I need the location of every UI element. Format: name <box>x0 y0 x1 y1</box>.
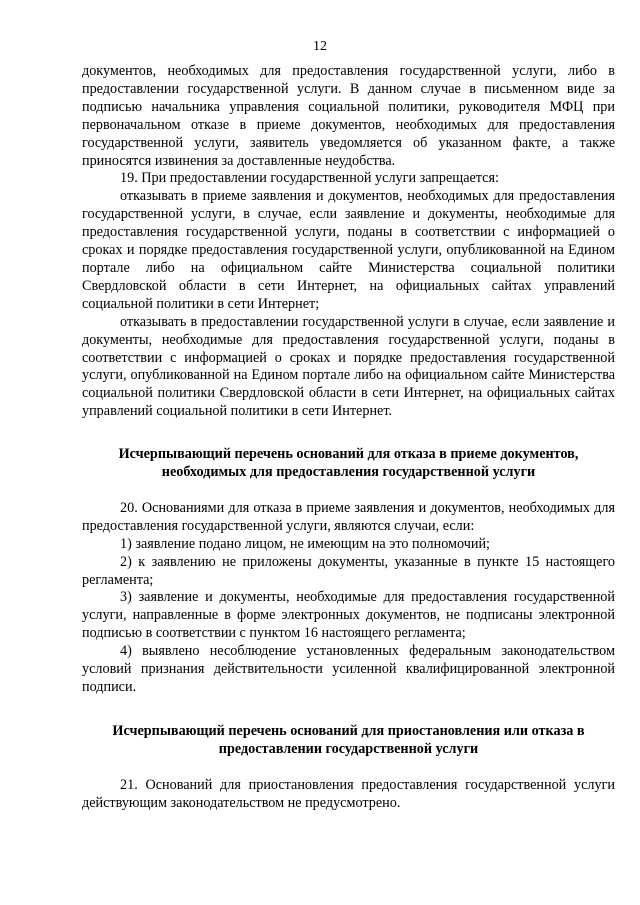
paragraph-20-item-4: 4) выявлено несоблюдение установленных федеральным законодательством условий признания действительности усиленной квалифицированной электронной подписи. <box>82 643 615 695</box>
section-heading-suspension: Исчерпывающий перечень оснований для приостановления или отказа в предоставлении государственной услуги <box>112 722 585 757</box>
section-heading-refusal-documents: Исчерпывающий перечень оснований для отказа в приеме документов, необходимых для предоставления государственной услуги <box>118 446 579 481</box>
paragraph-19: 19. При предоставлении государственной услуги запрещается: <box>120 170 499 187</box>
document-body <box>82 63 615 813</box>
paragraph-19-item-2: отказывать в предоставлении государственной услуги в случае, если заявление и документы, необходимые для предоставления государственной услуги, поданы в соответствии с информацией о сроках и порядке предоставления государственной услуги, опубликованной на Едином портале либо на официальном сайте Министерства социальной политики Свердловской области в сети Интернет, на официальных сайтах управлений социальной политики в сети Интернет. <box>82 313 615 420</box>
paragraph-20-item-1: 1) заявление подано лицом, не имеющим на это полномочий; <box>120 535 490 552</box>
paragraph-21: 21. Оснований для приостановления предоставления государственной услуги действующим законодательством не предусмотрено. <box>82 776 615 811</box>
paragraph-20: 20. Основаниями для отказа в приеме заявления и документов, необходимых для предоставления государственной услуги, являются случаи, если: <box>82 499 615 534</box>
paragraph-20-item-2: 2) к заявлению не приложены документы, указанные в пункте 15 настоящего регламента; <box>82 553 615 588</box>
paragraph-continuation: документов, необходимых для предоставления государственной услуги, либо в предоставлении государственной услуги. В данном случае в письменном виде за подписью начальника управления социальной политики, руководителя МФЦ при первоначальном отказе в приеме документов, необходимых для предоставления государственной услуги, заявитель уведомляется об указанном факте, а также приносятся извинения за доставленные неудобства. <box>82 63 615 169</box>
paragraph-20-item-3: 3) заявление и документы, необходимые для предоставления государственной услуги, направленные в форме электронных документов, не подписаны электронной подписью в соответствии с пунктом 16 настоящего регламента; <box>82 589 615 642</box>
page-number: 12 <box>313 39 327 54</box>
paragraph-19-item-1: отказывать в приеме заявления и документов, необходимых для предоставления государственной услуги, в случае, если заявление и документы, необходимые для предоставления государственной услуги, поданы в соответствии с информацией о сроках и порядке предоставления государственной услуги, опубликованной на Едином портале либо на официальном сайте Министерства социальной политики Свердловской области в сети Интернет, на официальных сайтах управлений социальной политики в сети Интернет; <box>82 188 615 312</box>
